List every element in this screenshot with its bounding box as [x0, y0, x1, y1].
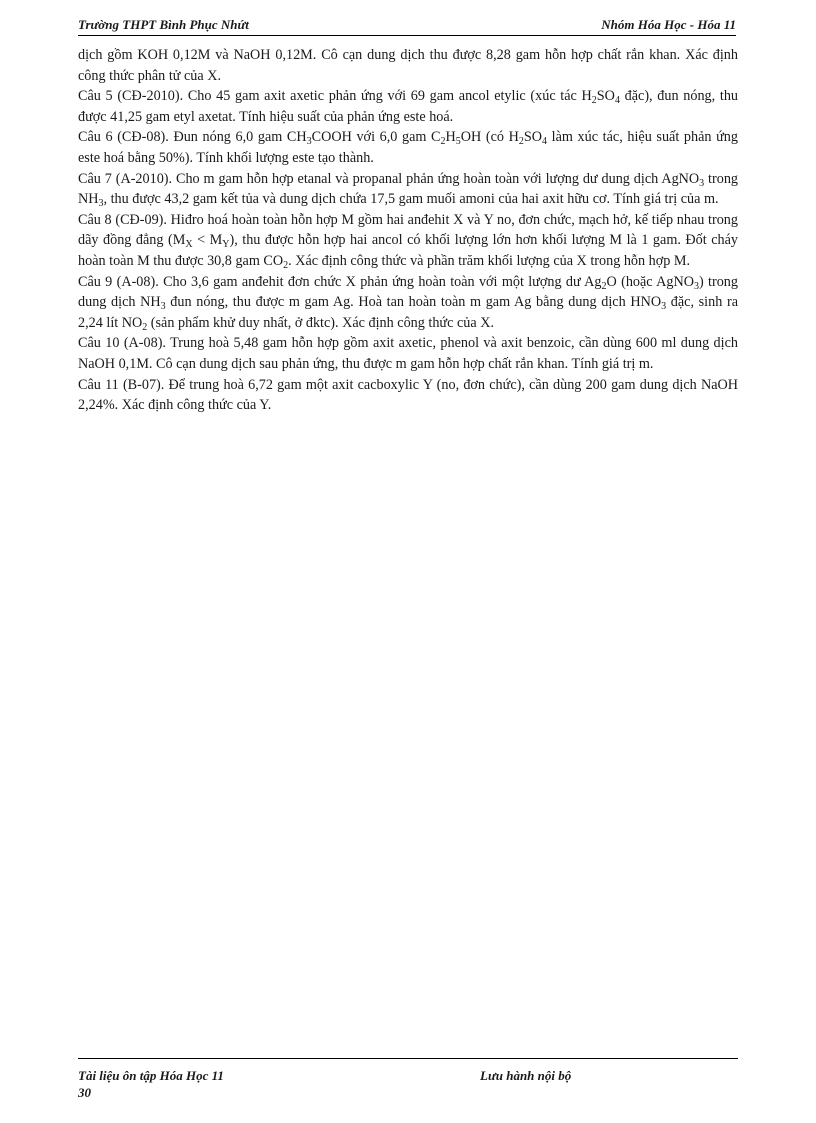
text-run: trong NH [78, 170, 739, 208]
subscript: 2 [142, 321, 148, 333]
page-footer [78, 1058, 738, 1100]
question-paragraph [78, 210, 738, 272]
header-group: Nhóm Hóa Học - Hóa 11 [601, 17, 736, 32]
text-run: . Xác định công thức và phần trăm khối lượng của X trong hỗn hợp M. [288, 252, 691, 269]
text-run: dịch gồm KOH 0,12M và NaOH 0,12M. Cô cạn dung dịch thu được 8,28 gam hỗn hợp chất rắn khan. Xác định công thức phân tử của X. [78, 47, 738, 84]
text-run: (sản phẩm khử duy nhất, ở đktc). Xác định công thức của X. [147, 314, 494, 331]
subscript: 3 [160, 301, 166, 313]
text-run: đặc, sinh ra 2,24 lít NO [78, 294, 738, 331]
question-paragraph [78, 272, 738, 334]
text-run: đặc), đun nóng, thu được 41,25 gam etyl axetat. Tính hiệu suất của phản ứng este hoá. [78, 88, 739, 125]
question-paragraph [78, 169, 738, 210]
subscript: 5 [455, 136, 461, 148]
subscript: 4 [542, 136, 548, 148]
page-number: 30 [78, 1085, 91, 1100]
text-run: SO [523, 129, 543, 146]
question-paragraph [78, 86, 738, 127]
question-paragraph [78, 375, 738, 416]
text-run: H [445, 129, 456, 146]
subscript: 2 [518, 136, 524, 148]
subscript: 2 [601, 280, 607, 292]
text-run: < M [192, 232, 223, 249]
subscript: X [185, 239, 193, 251]
subscript: 2 [283, 259, 289, 271]
text-run: đun nóng, thu được m gam Ag. Hoà tan hoàn toàn m gam Ag bằng dung dịch HNO [165, 294, 662, 311]
text-run: ) trong dung dịch NH [78, 273, 738, 311]
text-run: Câu 10 (A-08). Trung hoà 5,48 gam hỗn hợp gồm axit axetic, phenol và axit benzoic, cần dùng 600 ml dung dịch NaOH 0,1M. Cô cạn dung dịch sau phản ứng, thu được m gam hỗn hợp chất rắn khan. Tính giá trị m. [78, 335, 738, 372]
text-run: COOH với 6,0 gam C [311, 129, 441, 146]
subscript: 2 [591, 95, 597, 107]
text-run: , thu được 43,2 gam kết tủa và dung dịch chứa 17,5 gam muối amoni của hai axit hữu cơ. Tính giá trị của m. [103, 191, 719, 208]
page-header [78, 16, 736, 36]
subscript: 3 [693, 280, 699, 292]
question-paragraph [78, 127, 738, 168]
text-run: Câu 7 (A-2010). Cho m gam hỗn hợp etanal và propanal phản ứng hoàn toàn với lượng dư dung dịch AgNO [78, 170, 700, 187]
text-run: làm xúc tác, hiệu suất phản ứng este hoá bằng 50%). Tính khối lượng este tạo thành. [78, 129, 738, 166]
subscript: 4 [614, 95, 620, 107]
subscript: 3 [699, 177, 705, 189]
subscript: 3 [306, 136, 312, 148]
question-paragraph [78, 45, 738, 86]
subscript: 3 [661, 301, 667, 313]
text-run: Câu 9 (A-08). Cho 3,6 gam anđehit đơn chức X phản ứng hoàn toàn với một lượng dư Ag [78, 273, 602, 290]
document-body [78, 45, 738, 416]
footer-circulation: Lưu hành nội bộ [480, 1068, 572, 1083]
subscript: Y [222, 239, 230, 251]
text-run: Câu 6 (CĐ-08). Đun nóng 6,0 gam CH [78, 129, 307, 146]
footer-doc-title: Tài liệu ôn tập Hóa Học 11 [78, 1068, 224, 1083]
header-school: Trường THPT Bình Phục Nhứt [78, 17, 249, 32]
question-paragraph [78, 333, 738, 374]
subscript: 2 [440, 136, 446, 148]
text-run: Câu 11 (B-07). Để trung hoà 6,72 gam một axit cacboxylic Y (no, đơn chức), cần dùng 200 gam dung dịch NaOH 2,24%. Xác định công thức của Y. [78, 376, 738, 414]
text-run: Câu 5 (CĐ-2010). Cho 45 gam axit axetic phản ứng với 69 gam ancol etylic (xúc tác H [78, 88, 592, 105]
text-run: OH (có H [460, 129, 519, 146]
text-run: SO [596, 88, 615, 105]
text-run: ), thu được hỗn hợp hai ancol có khối lượng lớn hơn khối lượng M là 1 gam. Đốt cháy hoàn toàn M thu được 30,8 gam CO [78, 232, 739, 269]
text-run: Câu 8 (CĐ-09). Hiđro hoá hoàn toàn hỗn hợp M gồm hai anđehit X và Y no, đơn chức, mạch hở, kế tiếp nhau trong dãy đồng đẳng (M [78, 211, 738, 249]
subscript: 3 [98, 198, 104, 210]
text-run: O (hoặc AgNO [606, 273, 694, 290]
